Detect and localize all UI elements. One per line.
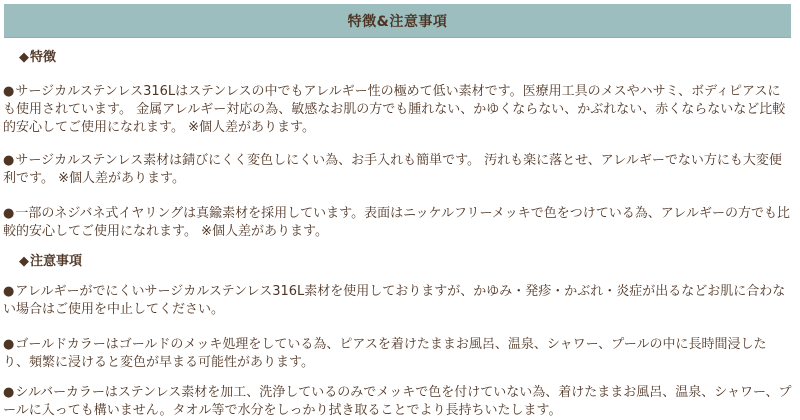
cautions-heading-label: 注意事項 bbox=[30, 254, 83, 269]
diamond-icon: ◆ bbox=[19, 254, 29, 269]
cautions-heading bbox=[19, 253, 792, 271]
feature-note-3 bbox=[3, 205, 792, 241]
features-heading bbox=[19, 49, 792, 67]
section-header-bar bbox=[4, 4, 791, 38]
feature-note-3-text: 一部のネジバネ式イヤリングは真鍮素材を採用しています。表面はニッケルフリーメッキで色をつけている為、アレルギーの方でも比較的安心してご使用になれます。 ※個人差があります。 bbox=[3, 206, 790, 239]
features-heading-label: 特徴 bbox=[30, 50, 57, 65]
caution-note-1 bbox=[3, 283, 792, 319]
feature-note-1 bbox=[3, 83, 792, 137]
bullet-icon: ● bbox=[3, 385, 15, 400]
caution-note-2 bbox=[3, 336, 792, 372]
notes-content bbox=[0, 49, 800, 420]
caution-note-2-text: ゴールドカラーはゴールドのメッキ処理をしている為、ピアスを着けたままお風呂、温泉、シャワー、プールの中に長時間浸したり、頻繁に浸けると変色が早まる可能性があります。 bbox=[3, 337, 767, 370]
diamond-icon: ◆ bbox=[19, 50, 29, 65]
bullet-icon: ● bbox=[3, 84, 15, 99]
caution-note-3-text: シルバーカラーはステンレス素材を加工、洗浄しているのみでメッキで色を付けていない為、着けたままお風呂、温泉、シャワー、プールに入っても構いません。タオル等で水分をしっかり拭き取ることでより長持ちいたします。 bbox=[3, 385, 792, 418]
bullet-icon: ● bbox=[3, 337, 15, 352]
caution-note-1-text: アレルギーがでにくいサージカルステンレス316L素材を使用しておりますが、かゆみ・発疹・かぶれ・炎症が出るなどお肌に合わない場合はご使用を中止してください。 bbox=[3, 284, 786, 317]
page-title: 特徴&注意事項 bbox=[347, 13, 448, 30]
caution-note-3 bbox=[3, 384, 792, 420]
bullet-icon: ● bbox=[3, 284, 15, 299]
feature-note-2-text: サージカルステンレス素材は錆びにくく変色しにくい為、お手入れも簡単です。 汚れも楽に落とせ、アレルギーでない方にも大変便利です。 ※個人差があります。 bbox=[3, 153, 782, 186]
feature-note-2 bbox=[3, 152, 792, 188]
feature-note-1-text: サージカルステンレス316Lはステンレスの中でもアレルギー性の極めて低い素材です。医療用工具のメスやハサミ、ボディピアスにも使用されています。 金属アレルギー対応の為、敏感なお肌の方でも腫れない、かゆくならない、かぶれない、赤くならないなど比較的安心してご使用になれます。 ※個人差があります。 bbox=[3, 84, 786, 135]
product-notes-page bbox=[0, 4, 800, 420]
bullet-icon: ● bbox=[3, 153, 15, 168]
bullet-icon: ● bbox=[3, 206, 15, 221]
